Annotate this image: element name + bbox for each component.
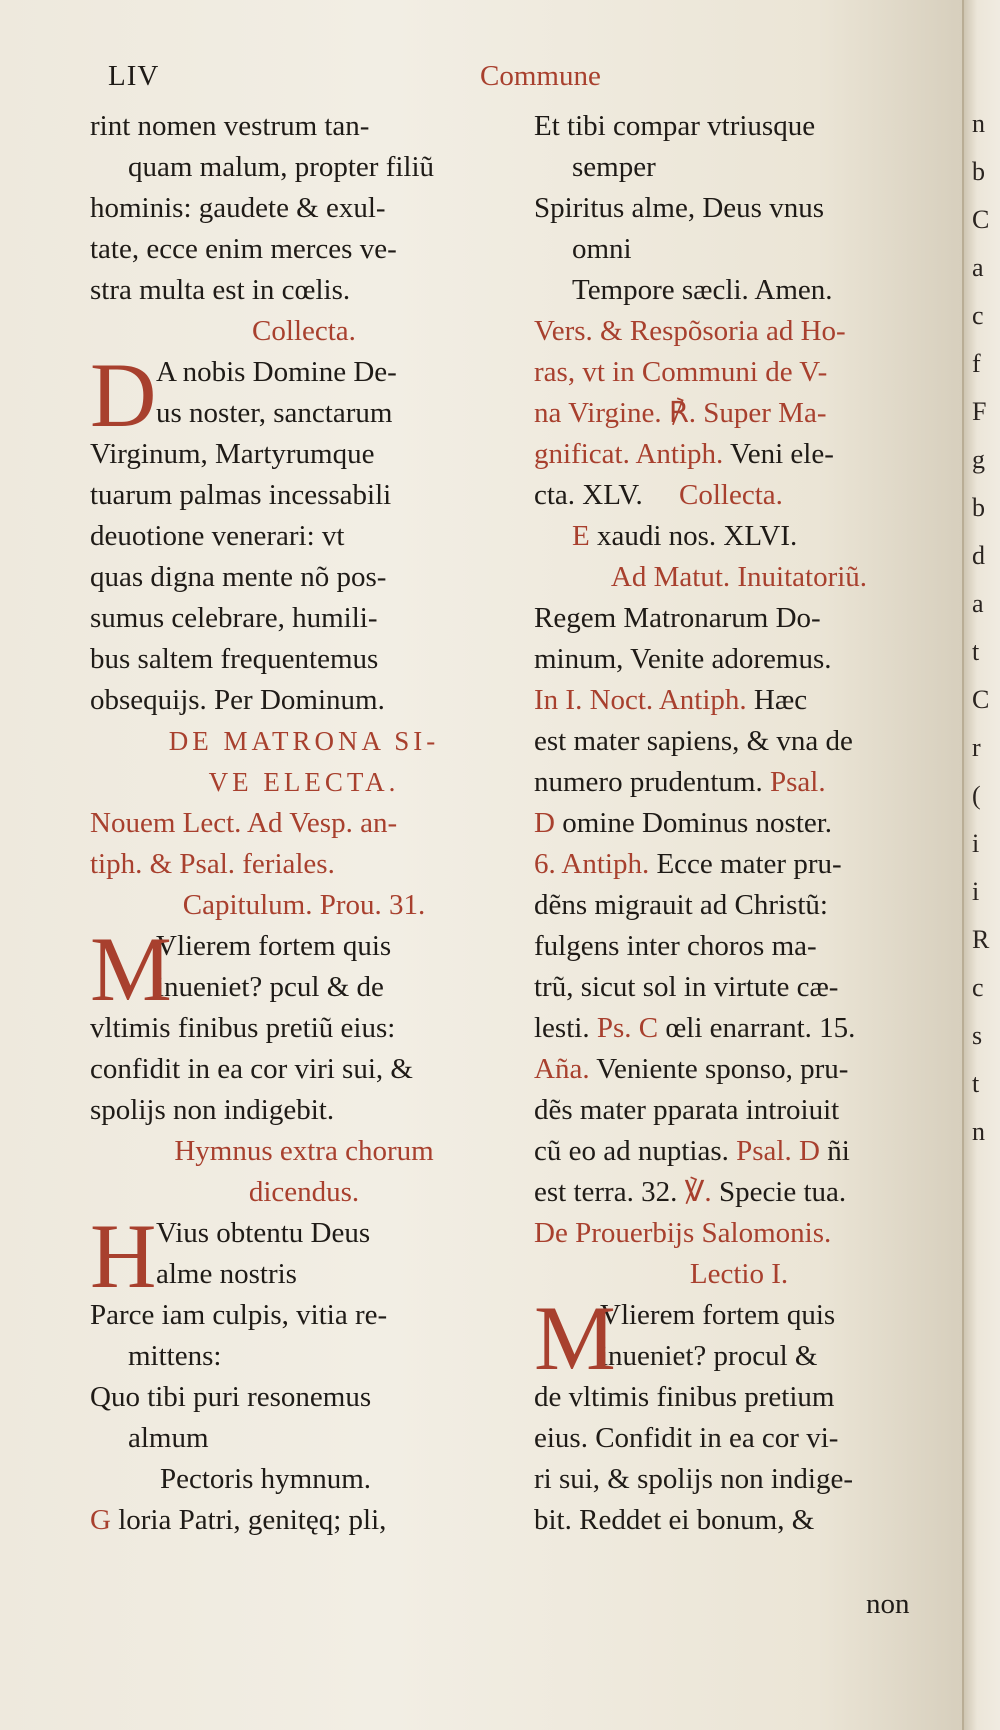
text-span: œli enarrant. 15. bbox=[658, 1012, 856, 1044]
margin-letter: i bbox=[972, 877, 980, 906]
text-line: fulgens inter choros ma- bbox=[534, 930, 817, 962]
text-line: de vltimis finibus pretium bbox=[534, 1381, 835, 1413]
text-line: bus saltem frequentemus bbox=[90, 643, 379, 675]
mixed-line bbox=[534, 1172, 944, 1213]
text-line: Tempore sæcli. Amen. bbox=[572, 274, 833, 306]
margin-letter: ( bbox=[972, 781, 981, 810]
text-line: us noster, sanctarum bbox=[156, 397, 393, 429]
lectio-heading: Lectio I. bbox=[689, 1258, 789, 1290]
text-line: mittens: bbox=[128, 1340, 222, 1372]
rubric-line: ras, vt in Communi de V- bbox=[534, 356, 828, 388]
text-span: ñi bbox=[819, 1135, 850, 1167]
rubric-span: Ps. C bbox=[589, 1012, 659, 1044]
margin-letter: a bbox=[972, 589, 984, 618]
text-line: Vius obtentu Deus bbox=[156, 1217, 371, 1249]
text-span: omine Dominus noster. bbox=[554, 807, 833, 839]
margin-letter: d bbox=[972, 541, 985, 570]
text-span: lesti. bbox=[534, 1012, 590, 1044]
text-line: quas digna mente nõ pos- bbox=[90, 561, 387, 593]
margin-letter: f bbox=[972, 349, 981, 378]
page-header bbox=[0, 60, 962, 100]
margin-letter: C bbox=[972, 685, 990, 714]
left-column bbox=[90, 106, 518, 1541]
margin-letter: c bbox=[972, 973, 984, 1002]
text-line: Et tibi compar vtriusque bbox=[534, 110, 816, 142]
text-span: Hæc bbox=[746, 684, 808, 716]
capitulum-initial-block bbox=[90, 918, 518, 1020]
rubric-span: In I. Noct. Antiph. bbox=[534, 684, 747, 716]
text-line: eius. Confidit in ea cor vi- bbox=[534, 1422, 839, 1454]
text-line: trũ, sicut sol in virtute cæ- bbox=[534, 971, 839, 1003]
right-column bbox=[534, 106, 944, 1541]
rubric-span: 6. Antiph. bbox=[534, 848, 650, 880]
text-line: alme nostris bbox=[156, 1258, 297, 1290]
rubric-span: Psal. bbox=[762, 766, 826, 798]
initial-letter: D bbox=[534, 807, 555, 839]
hymnus-initial-block bbox=[90, 1205, 518, 1307]
mixed-line bbox=[534, 1008, 944, 1049]
text-line: Pectoris hymnum. bbox=[160, 1463, 372, 1495]
rubric-line: Nouem Lect. Ad Vesp. an- bbox=[90, 807, 398, 839]
margin-letter: t bbox=[972, 637, 980, 666]
margin-letter: C bbox=[972, 205, 990, 234]
text-span: est terra. 32. bbox=[534, 1176, 678, 1208]
text-line: tate, ecce enim merces ve- bbox=[90, 233, 397, 265]
drop-cap: M bbox=[534, 1287, 616, 1389]
rubric-line: na Virgine. ℟. Super Ma- bbox=[534, 397, 827, 429]
lectio-initial-block bbox=[534, 1287, 944, 1389]
text-span: numero prudentum. bbox=[534, 766, 763, 798]
mixed-line bbox=[534, 434, 944, 475]
margin-letter: b bbox=[972, 157, 985, 186]
text-line: spolijs non indigebit. bbox=[90, 1094, 335, 1126]
margin-letter: F bbox=[972, 397, 987, 426]
text-span: Veni ele- bbox=[723, 438, 834, 470]
text-line: omni bbox=[572, 233, 632, 265]
collecta-initial-block bbox=[90, 344, 518, 446]
text-line: deuotione venerari: vt bbox=[90, 520, 345, 552]
text-line: obsequijs. Per Dominum. bbox=[90, 684, 385, 716]
text-line: sumus celebrare, humili- bbox=[90, 602, 378, 634]
text-line: inueniet? procul & bbox=[600, 1340, 818, 1372]
text-span: xaudi nos. XLVI. bbox=[596, 520, 798, 552]
mixed-line bbox=[534, 844, 944, 885]
text-line: dẽs mater pparata introiuit bbox=[534, 1094, 840, 1126]
capitulum-heading: Capitulum. Prou. 31. bbox=[182, 889, 426, 921]
drop-cap: D bbox=[90, 344, 157, 446]
text-line: A nobis Domine De- bbox=[156, 356, 397, 388]
rubric-span: ℣. bbox=[677, 1176, 712, 1208]
hymnus-heading: Hymnus extra chorum bbox=[174, 1135, 434, 1167]
gloria-line bbox=[90, 1500, 518, 1541]
text-span: Specie tua. bbox=[711, 1176, 847, 1208]
adjacent-page-letters bbox=[972, 100, 1000, 1156]
text-span: Ecce mater pru- bbox=[649, 848, 842, 880]
text-line: vltimis finibus pretiũ eius: bbox=[90, 1012, 396, 1044]
text-line: semper bbox=[572, 151, 656, 183]
margin-letter: n bbox=[972, 1117, 985, 1146]
margin-letter: n bbox=[972, 109, 985, 138]
text-span: Veniente sponso, pru- bbox=[589, 1053, 849, 1085]
text-line: Virginum, Martyrumque bbox=[90, 438, 375, 470]
text-line: Parce iam culpis, vitia re- bbox=[90, 1299, 388, 1331]
text-line: stra multa est in cœlis. bbox=[90, 274, 351, 306]
section-title: VE ELECTA. bbox=[208, 767, 400, 797]
margin-letter: a bbox=[972, 253, 984, 282]
proverb-heading: De Prouerbijs Salomonis. bbox=[534, 1217, 832, 1249]
text-span: cta. XLV. bbox=[534, 479, 643, 511]
margin-letter: b bbox=[972, 493, 985, 522]
margin-letter: R bbox=[972, 925, 990, 954]
margin-letter: c bbox=[972, 301, 984, 330]
text-line: Vlierem fortem quis bbox=[156, 930, 392, 962]
hymnus-heading: dicendus. bbox=[248, 1176, 360, 1208]
text-line: almum bbox=[128, 1422, 209, 1454]
text-line: Spiritus alme, Deus vnus bbox=[534, 192, 824, 224]
text-line: Regem Matronarum Do- bbox=[534, 602, 821, 634]
drop-cap: M bbox=[90, 918, 172, 1020]
gloria-initial: G bbox=[90, 1504, 111, 1536]
collecta-heading: Collecta. bbox=[252, 315, 356, 347]
mixed-line bbox=[534, 1131, 944, 1172]
initial-letter: E bbox=[572, 520, 590, 552]
gloria-text: loria Patri, genitęq; pli, bbox=[118, 1504, 387, 1536]
mixed-line bbox=[534, 803, 944, 844]
text-line: Quo tibi puri resonemus bbox=[90, 1381, 372, 1413]
rubric-span: gnificat. Antiph. bbox=[534, 438, 724, 470]
running-title: Commune bbox=[480, 60, 601, 92]
mixed-line bbox=[534, 762, 944, 803]
text-line: tuarum palmas incessabili bbox=[90, 479, 392, 511]
text-line: quam malum, propter filiũ bbox=[128, 151, 435, 183]
section-title: DE MATRONA SI- bbox=[168, 726, 440, 756]
margin-letter: t bbox=[972, 1069, 980, 1098]
text-line: dẽns migrauit ad Christũ: bbox=[534, 889, 828, 921]
page-number: LIV bbox=[108, 60, 160, 92]
rubric-span: Collecta. bbox=[679, 479, 783, 511]
margin-letter: i bbox=[972, 829, 980, 858]
catchword: non bbox=[866, 1588, 910, 1620]
rubric-line: tiph. & Psal. feriales. bbox=[90, 848, 335, 880]
text-line: ri sui, & spolijs non indige- bbox=[534, 1463, 853, 1495]
text-span: cũ eo ad nuptias. bbox=[534, 1135, 729, 1167]
text-line: est mater sapiens, & vna de bbox=[534, 725, 853, 757]
margin-letter: g bbox=[972, 445, 985, 474]
margin-letter: s bbox=[972, 1021, 983, 1050]
text-line: bit. Reddet ei bonum, & bbox=[534, 1504, 815, 1536]
rubric-span: Psal. D bbox=[728, 1135, 820, 1167]
mixed-line bbox=[534, 680, 944, 721]
mixed-line bbox=[534, 475, 944, 516]
text-line: Vlierem fortem quis bbox=[600, 1299, 836, 1331]
margin-letter: r bbox=[972, 733, 981, 762]
mixed-line bbox=[534, 1049, 944, 1090]
text-line: minum, Venite adoremus. bbox=[534, 643, 832, 675]
matut-heading: Ad Matut. Inuitatoriũ. bbox=[610, 561, 868, 593]
text-line: inueniet? pcul & de bbox=[156, 971, 384, 1003]
drop-cap: H bbox=[90, 1205, 157, 1307]
text-line: confidit in ea cor viri sui, & bbox=[90, 1053, 413, 1085]
text-line: hominis: gaudete & exul- bbox=[90, 192, 386, 224]
mixed-line bbox=[534, 516, 944, 557]
rubric-span: Aña. bbox=[534, 1053, 590, 1085]
rubric-line: Vers. & Respõsoria ad Ho- bbox=[534, 315, 846, 347]
text-line: rint nomen vestrum tan- bbox=[90, 110, 370, 142]
